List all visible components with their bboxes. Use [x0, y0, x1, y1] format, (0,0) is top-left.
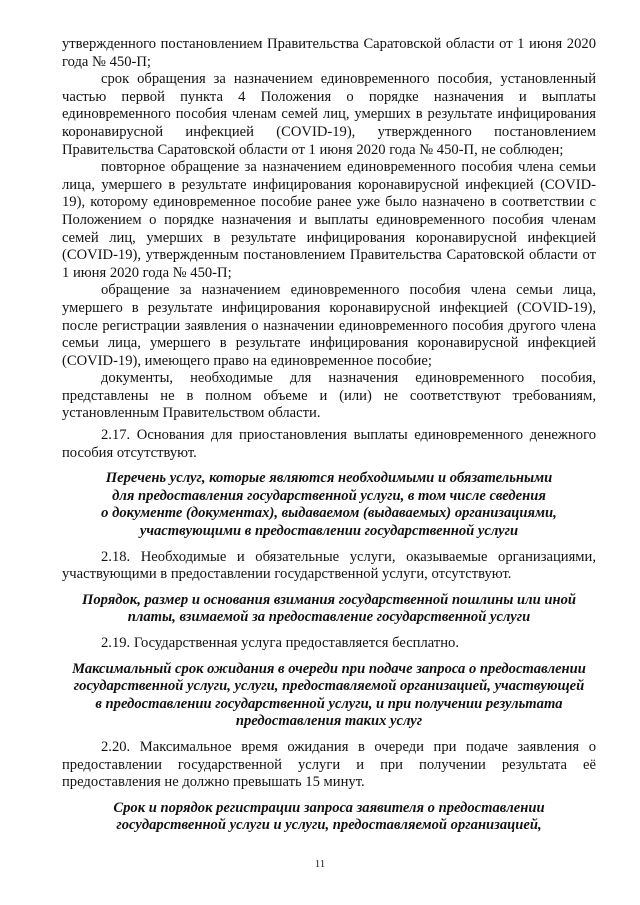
- paragraph-continuation: утвержденного постановлением Правительства Саратовской области от 1 июня 2020 года № 450-П;: [62, 36, 596, 70]
- heading-line: Перечень услуг, которые являются необходимыми и обязательными: [105, 470, 553, 487]
- heading-line: в предоставлении государственной услуги, и при получении результата: [95, 695, 563, 712]
- page-number: 11: [314, 858, 326, 870]
- heading-line: участвующими в предоставлении государственной услуги: [139, 523, 519, 540]
- heading-line: платы, взимаемой за предоставление государственной услуги: [127, 609, 531, 626]
- paragraph-deadline-not-met: срок обращения за назначением единовременного пособия, установленный частью первой пункта 4 Положения о порядке назначения и выплаты единовременного пособия членам семей лиц, умерших в результате инфицирования коронавирусной инфекцией (COVID-19), утвержденного постановлением Правительства Саратовской области от 1 июня 2020 года № 450-П, не соблюден;: [62, 71, 596, 158]
- heading-state-fee: [62, 592, 596, 627]
- heading-required-services: [62, 470, 596, 540]
- page-body: [62, 36, 596, 835]
- paragraph-other-family-member: обращение за назначением единовременного пособия члена семьи лица, умершего в результате инфицирования коронавирусной инфекцией (COVID-19), после регистрации заявления о назначении единовременного пособия другого члена семьи лица, умершего в результате инфицирования коронавирусной инфекцией (COVID-19), имеющего право на единовременное пособие;: [62, 282, 596, 369]
- paragraph-incomplete-documents: документы, необходимые для назначения единовременного пособия, представлены не в полном объеме и (или) не соответствуют требованиям, установленным Правительством области.: [62, 370, 596, 422]
- paragraph-repeat-application: повторное обращение за назначением единовременного пособия члена семьи лица, умершего в результате инфицирования коронавирусной инфекцией (COVID-19), которому единовременное пособие ранее уже было назначено в соответствии с Положением о порядке назначения и выплаты единовременного пособия членам семей лиц, умерших в результате инфицирования коронавирусной инфекцией (COVID-19), утвержденным постановлением Правительства Саратовской области от 1 июня 2020 года № 450-П;: [62, 159, 596, 281]
- heading-line: Порядок, размер и основания взимания государственной пошлины или иной: [82, 591, 576, 608]
- heading-registration-procedure: [62, 800, 596, 835]
- paragraph-2-18: 2.18. Необходимые и обязательные услуги, оказываемые организациями, участвующими в предоставлении государственной услуги, отсутствуют.: [62, 548, 596, 583]
- heading-line: о документе (документах), выдаваемом (выдаваемых) организациями,: [101, 505, 557, 522]
- paragraph-2-20: 2.20. Максимальное время ожидания в очереди при подаче заявления о предоставлении государственной услуги и при получении результата её предоставления не должно превышать 15 минут.: [62, 738, 596, 791]
- paragraph-2-17: 2.17. Основания для приостановления выплаты единовременного денежного пособия отсутствуют.: [62, 427, 596, 461]
- heading-line: Срок и порядок регистрации запроса заявителя о предоставлении: [113, 799, 545, 816]
- heading-line: государственной услуги и услуги, предоставляемой организацией,: [116, 817, 542, 834]
- heading-line: для предоставления государственной услуги, в том числе сведения: [112, 487, 546, 504]
- heading-max-waiting-time: [62, 661, 596, 731]
- heading-line: предоставления таких услуг: [235, 713, 423, 730]
- heading-line: Максимальный срок ожидания в очереди при подаче запроса о предоставлении: [72, 660, 586, 677]
- heading-line: государственной услуги, услуги, предоставляемой организацией, участвующей: [73, 678, 585, 695]
- paragraph-2-19: 2.19. Государственная услуга предоставляется бесплатно.: [101, 635, 460, 651]
